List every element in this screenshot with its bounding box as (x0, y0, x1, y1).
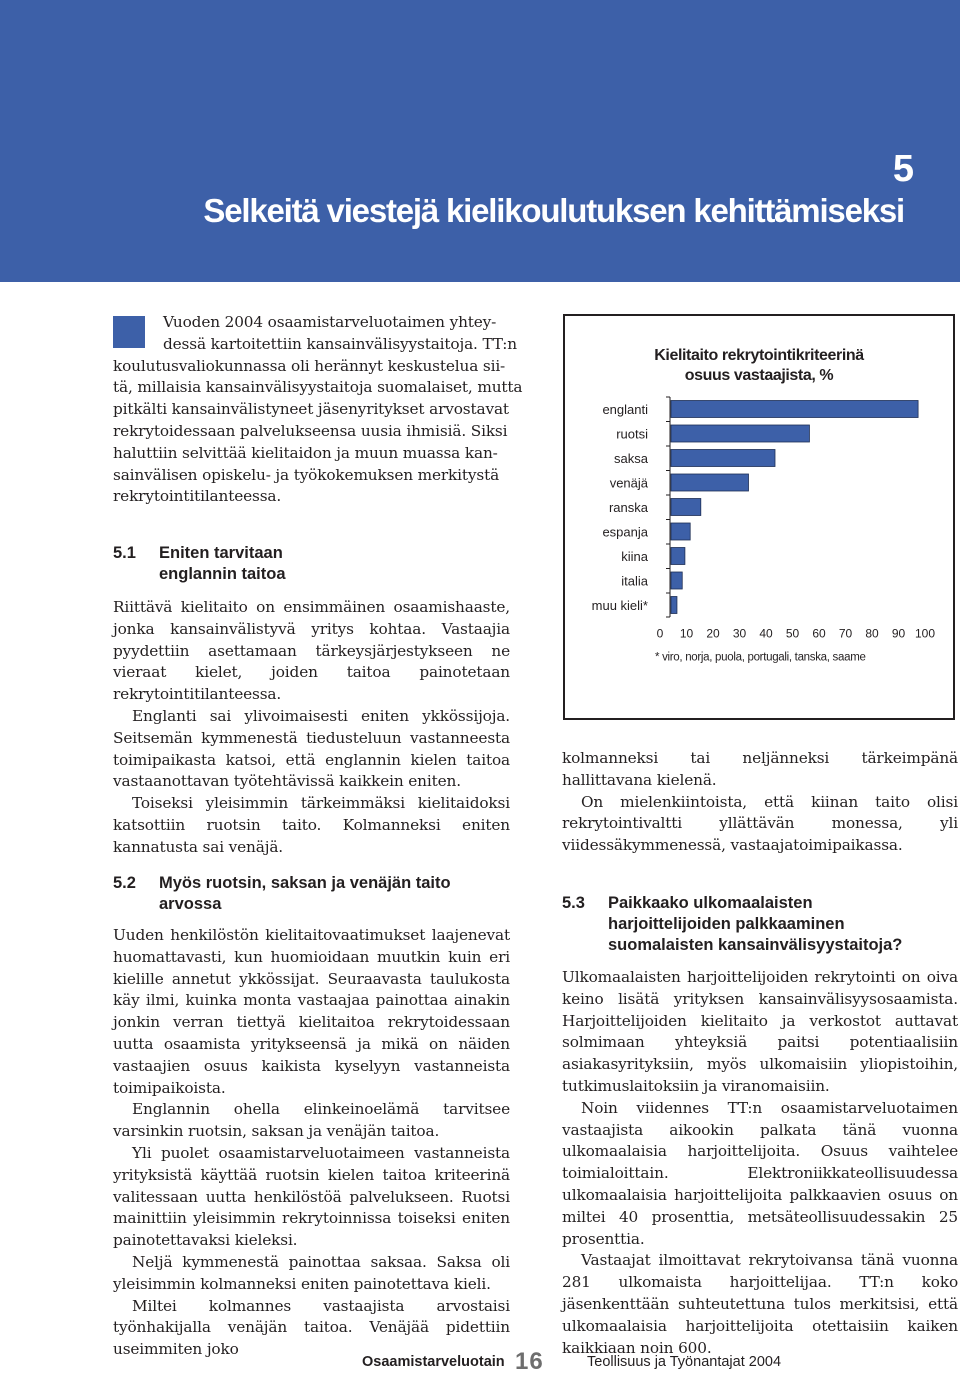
section-title-line: arvossa (159, 895, 222, 913)
footer-publisher: Teollisuus ja Työnantajat 2004 (587, 1354, 782, 1370)
section-title-line: harjoittelijoiden palkkaaminen (608, 915, 845, 933)
section-5-2-heading (113, 873, 510, 915)
chart-x-tick-label: 100 (914, 626, 936, 641)
chapter-banner (0, 0, 960, 282)
paragraph: Yli puolet osaamistarveluotaimeen vastanneista yrityksistä käyttää ruotsin kielen taitoa kriteerinä valitessaan uutta henkilöstöä palvelukseen. Ruotsi mainittiin yleisimmin rekrytoinnissa toiseksi eniten painotettavaksi kieleksi. (113, 1143, 510, 1250)
chapter-title: Selkeitä viestejä kielikoulutuksen kehittämiseksi (203, 192, 904, 229)
paragraph: Neljä kymmenestä painottaa saksaa. Saksa oli yleisimmin kolmanneksi eniten painotettava kieli. (113, 1252, 510, 1293)
chart-category-label: ranska (608, 500, 648, 515)
chart-x-tick-label: 60 (812, 626, 826, 641)
section-5-3-body (562, 967, 958, 1359)
chart-category-label: englanti (602, 402, 648, 417)
intro-paragraph (113, 312, 523, 508)
chart-category-label: kiina (621, 549, 648, 564)
chapter-number: 5 (892, 148, 913, 190)
chart-footnote: * viro, norja, puola, portugali, tanska, saame (655, 651, 866, 664)
intro-line: pitkälti kansainvälistyneet jäsenyritykset arvostavat (113, 400, 509, 419)
section-title-line: Paikkaako ulkomaalaisten (608, 894, 813, 912)
paragraph: Riittävä kielitaito on ensimmäinen osaamishaaste, jonka kansainvälistyvä yritys kohtaa. Vastaajia pyydettiin asettamaan tärkeysjärjestykseen ne vieraat kielet, joiden taitoa painotetaan rekrytointitilanteessa. (113, 598, 510, 704)
section-title-line: englannin taitoa (159, 565, 286, 583)
chart-x-tick-label: 30 (732, 626, 747, 641)
intro-line: koulutusvaliokunnassa oli herännyt keskustelua sii- (113, 356, 506, 375)
section-5-1-heading (113, 543, 510, 585)
chart-x-tick-label: 50 (785, 626, 800, 641)
paragraph: Englannin ohella elinkeinoelämä tarvitsee varsinkin ruotsin, saksan ja venäjän taitoa. (113, 1100, 510, 1141)
section-number: 5.3 (562, 894, 585, 912)
chart-bar (671, 450, 775, 467)
chart-subtitle: osuus vastaajista, % (684, 367, 834, 384)
chart-bar (671, 401, 918, 418)
chart-x-tick-label: 40 (759, 626, 773, 641)
intro-line: dessä kartoitettiin kansainvälisyystaitoja. TT:n (163, 334, 518, 353)
intro-line: Vuoden 2004 osaamistarveluotaimen yhtey- (163, 313, 497, 331)
chart-category-label: muu kieli* (591, 598, 648, 613)
intro-line: sainvälisen opiskelu- ja työkokemuksen merkitystä (113, 465, 500, 484)
paragraph: kolmanneksi tai neljänneksi tärkeimpänä hallittavana kielenä. (562, 749, 958, 789)
chart-category-label: ruotsi (616, 426, 648, 442)
intro-line: rekrytointitilanteessa. (113, 487, 282, 506)
section-number: 5.1 (113, 544, 136, 562)
chart-x-tick-label: 70 (838, 626, 853, 641)
section-5-3-heading (562, 893, 958, 956)
chart-x-tick-label: 0 (656, 626, 664, 641)
chart-category-label: venäjä (609, 475, 648, 491)
paragraph: On mielenkiintoista, että kiinan taito olisi rekrytointivaltti yllättävän monessa, yli viidessäkymmenessä, vastaajatoimipaikassa. (562, 792, 958, 855)
paragraph: Toiseksi yleisimmin tärkeimmäksi kielitaidoksi katsottiin ruotsin taito. Kolmanneksi eniten kannatusta sai venäjä. (113, 794, 510, 856)
bar-chart (565, 316, 953, 718)
intro-line: rekrytoidessaan palvelukseensa uusia ihmisiä. Siksi (113, 421, 508, 440)
chart-x-tick-label: 90 (891, 626, 906, 641)
chart-category-label: italia (621, 573, 648, 589)
chart-bar (671, 572, 682, 589)
section-title-line: Eniten tarvitaan (159, 544, 283, 562)
paragraph: Englanti sai ylivoimaisesti eniten ykkössijoja. Seitsemän kymmenestä tiedusteluun vastanneesta toimipaikasta katsoi, että englannin kielen taitoa vastaanottavan työtehtävissä kaikkein eniten. (113, 706, 510, 791)
chart-title-line: Kielitaito rekrytointikriteerinä (654, 347, 864, 364)
chart-box (563, 314, 955, 720)
right-column-body (562, 748, 958, 857)
section-number: 5.2 (113, 874, 136, 892)
left-column (113, 312, 523, 508)
paragraph: Vastaajat ilmoittavat rekrytoivansa tänä vuonna 281 ulkomaista harjoittelijaa. TT:n koko jäsenkenttään suhteutettuna tulos merkitsisi, että ulkomaalaisia harjoittelijoita otettaisiin kaiken kaikkiaan noin 600. (562, 1251, 958, 1357)
chart-bar (671, 425, 809, 442)
section-5-2-body (113, 925, 510, 1361)
paragraph: Noin viidennes TT:n osaamistarveluotaimen vastaajista aikookin palkata tänä vuonna ulkomaalaisia harjoittelijoita. Osuus vaihtelee toimialoittain. Elektroniikkateollisuudessa ulkomaalaisia harjoittelijoita palkkaavien osuus on miltei 40 prosenttia, metsäteollisuudessakin 25 prosenttia. (562, 1098, 958, 1248)
intro-line: tä, millaisia kansainvälisyystaitoja suomalaiset, mutta (113, 378, 523, 397)
chart-bar (671, 474, 749, 491)
section-title-line: Myös ruotsin, saksan ja venäjän taito (159, 874, 451, 892)
paragraph: Uuden henkilöstön kielitaitovaatimukset laajenevat huomattavasti, kun huomioidaan muutkin kuin eri kielille annetut ykkössijat. Seuraavasta taulukosta käy ilmi, kuinka monta vastaajaa painottaa ainakin jonkin verran tiettyä kielitaitoa rekrytoidessaan uutta osaamista yritykseensä ja mikä on näiden vastaajien osuus kaikista kyselyyn vastanneista toimipaikoista. (113, 926, 510, 1097)
chart-bar (671, 597, 677, 614)
chart-category-label: espanja (602, 524, 648, 540)
intro-line: haluttiin selvittää kielitaidon ja muun muassa kan- (113, 443, 498, 462)
paragraph: Miltei kolmannes vastaajista arvostaisi työnhakijalla venäjän taitoa. Venäjää pidettiin useimmiten joko (113, 1296, 510, 1359)
section-5-1-body (113, 597, 510, 859)
chart-bar (671, 548, 685, 565)
section-title-line: suomalaisten kansainvälisyystaitoja? (608, 936, 903, 954)
footer-page-number: 16 (515, 1348, 544, 1375)
chart-bar (671, 523, 690, 540)
chart-bar (671, 499, 701, 516)
paragraph: Ulkomaalaisten harjoittelijoiden rekrytointi on oiva keino lisätä yrityksen kansainvälisyysosaamista. Harjoittelijoiden kielitaito ja verkostot auttavat solmimaan yhteyksiä paitsi potentiaalisiin asiakasyrityksiin, myös ulkomaisiin yliopistoihin, tutkimuslaitoksiin ja viranomaisiin. (562, 968, 958, 1095)
chart-x-tick-label: 80 (865, 626, 879, 641)
chart-category-label: saksa (614, 451, 648, 466)
chart-x-tick-label: 20 (706, 626, 720, 641)
chart-x-tick-label: 10 (679, 626, 694, 641)
footer-publication: Osaamistarveluotain (362, 1354, 505, 1370)
